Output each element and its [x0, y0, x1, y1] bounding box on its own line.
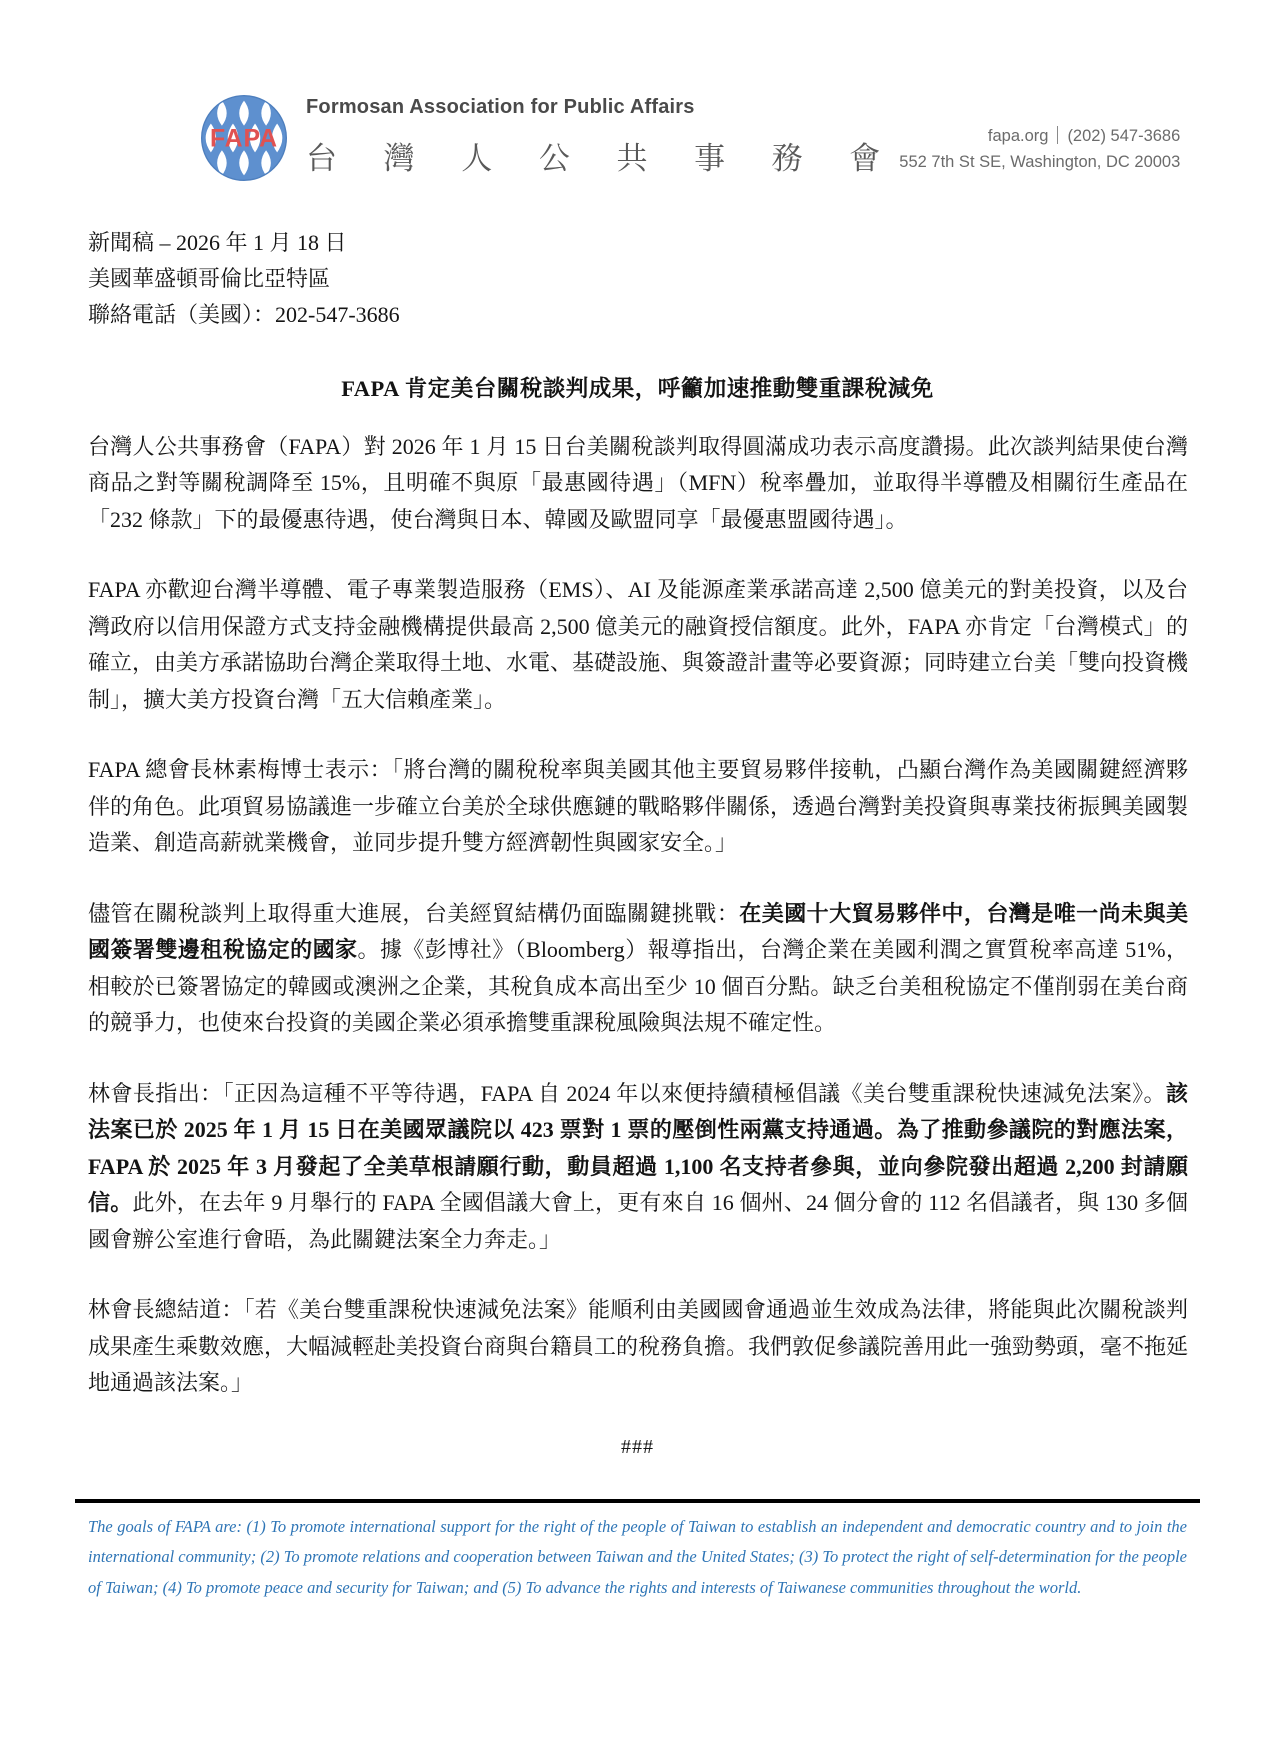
org-name-chinese: 台 灣 人 公 共 事 務 會 [306, 141, 900, 176]
emphasis-text: 在美國十大貿易夥伴中，台灣是唯一尚未與美國簽署雙邊租稅協定的國家 [88, 900, 1188, 963]
body-paragraph [88, 752, 1188, 862]
release-phone-line: 聯絡電話（美國）：202-547-3686 [88, 301, 400, 327]
paragraph-text: 林會長總結道：「若《美台雙重課稅快速減免法案》能順利由美國國會通過並生效成為法律，將能與此次關稅談判成果產生乘數效應，大幅減輕赴美投資台商與台籍員工的稅務負擔。我們敦促參議院善用此一強勁勢頭，毫不拖延地通過該法案。」 [88, 1297, 1189, 1396]
paragraph-text: FAPA 總會長林素梅博士表示：「將台灣的關稅稅率與美國其他主要貿易夥伴接軌，凸顯台灣作為美國關鍵經濟夥伴的角色。此項貿易協議進一步確立台美於全球供應鏈的戰略夥伴關係，透過台灣對美投資與專業技術振興美國製造業、創造高薪就業機會，並同步提升雙方經濟韌性與國家安全。」 [88, 757, 1189, 856]
paragraph-text: 。據《彭博社》（Bloomberg）報導指出，台灣企業在美國利潤之實質稅率高達 51%，相較於已簽署協定的韓國或澳洲之企業，其稅負成本高出至少 10 個百分點。缺乏台美租稅協定不僅削弱在美台商的競爭力，也使來台投資的美國企業必須承擔雙重課稅風險與法規不確定性。 [88, 937, 1188, 1036]
emphasis-text: 該法案已於 2025 年 1 月 15 日在美國眾議院以 423 票對 1 票的壓倒性兩黨支持通過。為了推動參議院的對應法案，FAPA 於 2025 年 3 月發起了全美草根請願行動，動員超過 1,100 名支持者參與，並向參院發出超過 2,200 封請願信。 [88, 1080, 1188, 1216]
paragraph-text: 此外，在去年 9 月舉行的 FAPA 全國倡議大會上，更有來自 16 個州、24 個分會的 112 名倡議者，與 130 多個國會辦公室進行會晤，為此關鍵法案全力奔走。」 [88, 1190, 1188, 1252]
body-paragraph [88, 1292, 1188, 1402]
footer-mission-statement: The goals of FAPA are: (1) To promote international support for the right of the people of Taiwan to establish an independent and democratic country and to join the international community; (2) To promote relations and cooperation between Taiwan and the United States; (3) To protect the right of self-determination for the people of Taiwan; (4) To promote peace and security for Taiwan; and (5) To advance the rights and interests of Taiwanese communities throughout the world. [88, 1516, 1187, 1597]
body-paragraphs [88, 429, 1188, 1402]
release-date-line: 新聞稿 – 2026 年 1 月 18 日 [88, 230, 347, 255]
address-text: 552 7th St SE, Washington, DC 20003 [899, 152, 1181, 171]
footer [75, 1499, 1200, 1604]
phone-text: (202) 547-3686 [1067, 126, 1181, 145]
contact-block [899, 124, 1180, 175]
divider [1057, 126, 1058, 144]
end-mark: ### [621, 1435, 654, 1458]
fapa-logo-icon [198, 92, 290, 189]
website-text: fapa.org [987, 126, 1049, 145]
contact-line-1 [899, 124, 1180, 150]
paragraph-text: FAPA 亦歡迎台灣半導體、電子專業製造服務（EMS）、AI 及能源產業承諾高達 2,500 億美元的對美投資，以及台灣政府以信用保證方式支持金融機構提供最高 2,500 億美元的融資授信額度。此外，FAPA 亦肯定「台灣模式」的確立，由美方承諾協助台灣企業取得土地、水電、基礎設施、與簽證計畫等必要資源；同時建立台美「雙向投資機制」，擴大美方投資台灣「五大信賴產業」。 [88, 577, 1189, 712]
body-paragraph [88, 896, 1188, 1042]
paragraph-text: 儘管在關稅談判上取得重大進展，台美經貿結構仍面臨關鍵挑戰： [88, 900, 740, 926]
paragraph-text: 台灣人公共事務會（FAPA）對 2026 年 1 月 15 日台美關稅談判取得圓滿成功表示高度讚揚。此次談判結果使台灣商品之對等關稅調降至 15%，且明確不與原「最惠國待遇」（MFN）稅率疊加，並取得半導體及相關衍生產品在「232 條款」下的最優惠待遇，使台灣與日本、韓國及歐盟同享「最優惠盟國待遇」。 [88, 433, 1188, 532]
release-meta [88, 225, 1187, 333]
body-paragraph [88, 429, 1188, 539]
paragraph-text: 林會長指出：「正因為這種不平等待遇，FAPA 自 2024 年以來便持續積極倡議《美台雙重課稅快速減免法案》。 [88, 1080, 1166, 1106]
body-paragraph [88, 1076, 1188, 1259]
body-paragraph [88, 572, 1188, 718]
org-name-english: Formosan Association for Public Affairs [306, 96, 695, 118]
logo-letters: FAPA [209, 125, 279, 153]
press-release-title: FAPA 肯定美台關稅談判成果，呼籲加速推動雙重課稅減免 [341, 375, 934, 401]
letterhead [198, 92, 1181, 189]
release-location-line: 美國華盛頓哥倫比亞特區 [88, 265, 331, 291]
org-names [306, 92, 899, 178]
